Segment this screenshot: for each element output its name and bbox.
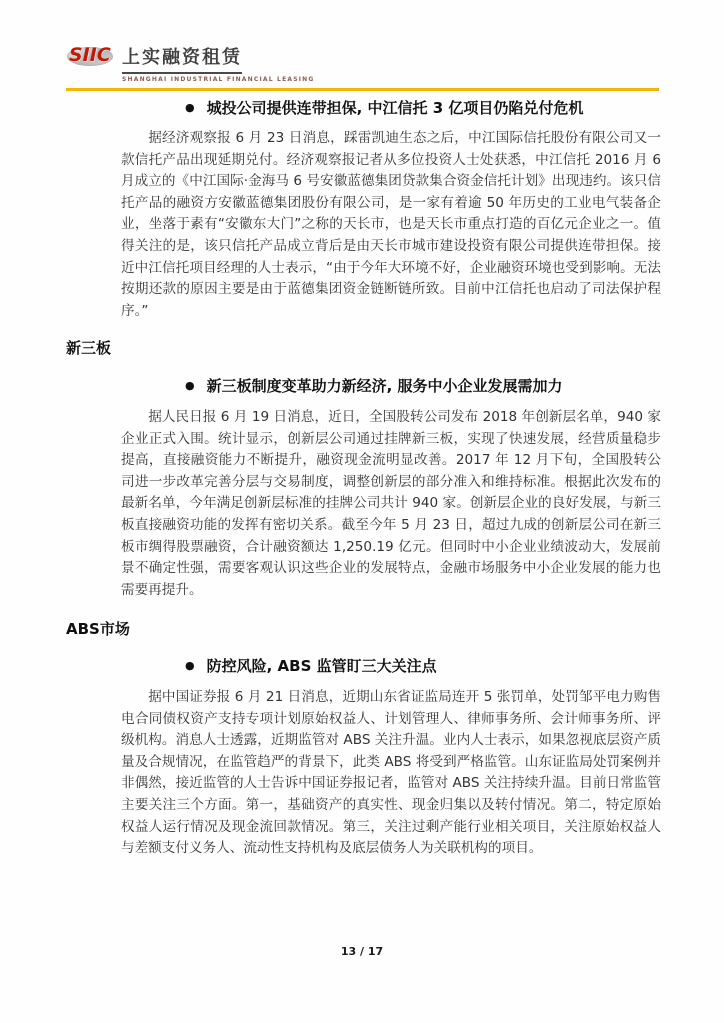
siic-logo-icon [66, 41, 116, 73]
section-label-abs: ABS市场 [66, 620, 130, 638]
siic-logo-text: SIIC [69, 44, 111, 66]
company-name-block [122, 41, 315, 83]
company-logo [66, 41, 315, 83]
bullet-icon: ● [185, 379, 195, 392]
bullet-icon: ● [185, 659, 195, 672]
news-headline-abs [185, 656, 654, 676]
company-name-cn: 上实融资租赁 [122, 43, 242, 74]
news-headline-text: 新三板制度变革助力新经济, 服务中小企业发展需加力 [206, 377, 563, 395]
news-headline-xinsanban [185, 376, 654, 396]
section-label-xinsanban: 新三板 [66, 339, 112, 357]
news-body-abs: 据中国证券报 6 月 21 日消息，近期山东省证监局连开 5 张罚单，处罚邹平电力购售电合同债权资产支持专项计划原始权益人、计划管理人、律师事务所、会计师事务所、评级机构。消息人士透露，近期监管对 ABS 关注升温。业内人士表示，如果忽视底层资产质量及合规情况，在监管趋严的背景下，此类 ABS 将受到严格监管。山东证监局处罚案例并非偶然，接近监管的人士告诉中国证券报记者，监管对 ABS 关注持续升温。目前日常监管主要关注三个方面。第一，基础资产的真实性、现金归集以及转付情况。第二，特定原始权益人运行情况及现金流回款情况。第三，关注过剩产能行业相关项目，关注原始权益人与差额支付义务人、流动性支持机构及底层债务人为关联机构的项目。 [121, 689, 661, 857]
company-name-en: SHANGHAI INDUSTRIAL FINANCIAL LEASING [122, 76, 315, 83]
page-number: 13 / 17 [340, 945, 384, 958]
news-body-xinsanban: 据人民日报 6 月 19 日消息，近日，全国股转公司发布 2018 年创新层名单，940 家企业正式入围。统计显示，创新层公司通过挂牌新三板，实现了快速发展，经营质量稳步提高，直接融资能力不断提升，融资现金流明显改善。2017 年 12 月下旬，全国股转公司进一步改革完善分层与交易制度，调整创新层的部分准入和维持标准。根据此次发布的最新名单，今年满足创新层标准的挂牌公司共计 940 家。创新层企业的良好发展，与新三板直接融资功能的发挥有密切关系。截至今年 5 月 23 日，超过九成的创新层公司在新三板市绸得股票融资，合计融资额达 1,250.19 亿元。但同时中小企业业绩波动大，发展前景不确定性强，需要客观认识这些企业的发展特点，金融市场服务中小企业发展的能力也需要再提升。 [121, 409, 661, 598]
news-headline-text: 防控风险, ABS 监管盯三大关注点 [206, 657, 437, 675]
news-body-trust: 据经济观察报 6 月 23 日消息，踩雷凯迪生态之后，中江国际信托股份有限公司又一款信托产品出现延期兑付。经济观察报记者从多位投资人士处获悉，中江信托 2016 月 6 月成立的《中江国际·金海马 6 号安徽蓝德集团贷款集合资金信托计划》出现违约。该只信托产品的融资方安徽蓝德集团股份有限公司，是一家有着逾 50 年历史的工业电气装备企业，坐落于素有“安徽东大门”之称的天长市，也是天长市重点打造的百亿元企业之一。值得关注的是，该只信托产品成立背后是由天长市城市建设投资有限公司提供连带担保。接近中江信托项目经理的人士表示，“由于今年大环境不好，企业融资环境也受到影响。无法按期还款的原因主要是由于蓝德集团资金链断链所致。目前中江信托也启动了司法保护程序。” [121, 130, 661, 319]
news-headline-trust [185, 98, 654, 118]
bullet-icon: ● [185, 101, 195, 114]
news-headline-text: 城投公司提供连带担保, 中江信托 3 亿项目仍陷兑付危机 [206, 99, 584, 117]
header-accent-rule [66, 88, 659, 91]
